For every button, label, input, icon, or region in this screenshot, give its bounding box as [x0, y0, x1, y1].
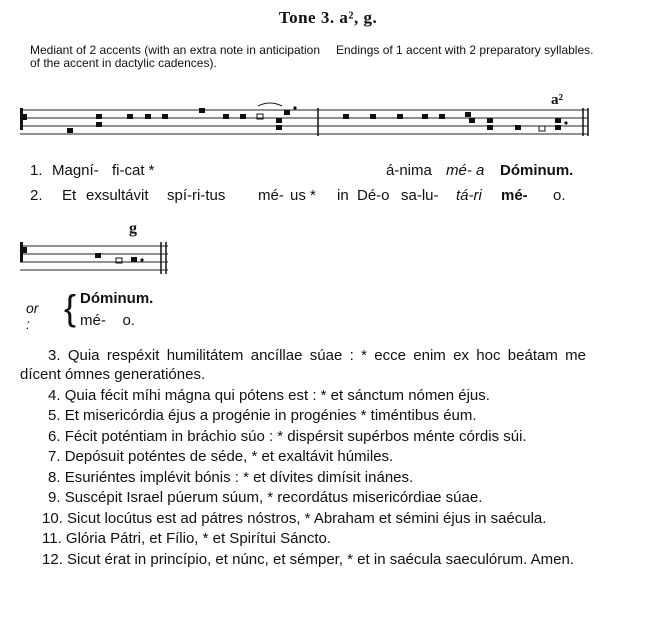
staff1-ending-label: a² [551, 92, 563, 108]
verse: 9. Suscépit Israel púerum súum, * recordátus misericórdiae súae. [48, 489, 483, 506]
line1-word: Dóminum. [500, 162, 574, 179]
endings-note: Endings of 1 accent with 2 preparatory syllables. [336, 43, 594, 57]
line1-word: mé- a [446, 162, 485, 179]
line2-word: Et [62, 187, 77, 204]
line1-word: fi-cat * [112, 162, 155, 179]
line2-word: Dé-o [357, 187, 390, 204]
line2-word: sa-lu- [401, 187, 439, 204]
line2-word: mé- [258, 187, 284, 204]
line2-word: mé- [501, 187, 528, 204]
chant-staff-2 [0, 236, 656, 282]
chant-line-1 [0, 162, 656, 182]
verse: 7. Depósuit poténtes de séde, * et exaltávit húmiles. [48, 448, 394, 465]
verse: 6. Fécit poténtiam in bráchio súo : * dispérsit supérbos ménte córdis súi. [48, 427, 527, 445]
or-label: or : [26, 300, 39, 332]
line2-word: in [337, 187, 349, 204]
verses-list [20, 346, 586, 570]
c-clef-icon [20, 242, 27, 262]
mediant-note: Mediant of 2 accents (with an extra note in anticipation of the accent in dactylic cadences). [30, 43, 320, 70]
c-clef-icon [20, 108, 27, 130]
line2-number: 2. [30, 187, 43, 204]
line1-word: á-nima [386, 162, 432, 179]
line2-word: exsultávit [86, 187, 149, 204]
line2-word: spí-ri-tus [167, 187, 226, 204]
or-line-2: mé- o. [80, 312, 136, 329]
or-line-1: Dóminum. [80, 290, 154, 307]
verse: 4. Quia fécit míhi mágna qui pótens est : * et sánctum nómen éjus. [48, 386, 490, 404]
page-title: Tone 3. a², g. [278, 8, 378, 27]
verse: 5. Et misericórdia éjus a progénie in progénies * timéntibus éum. [48, 407, 477, 424]
verse: 10. Sicut locútus est ad pátres nóstros, * Abraham et sémini éjus in saécula. [42, 509, 547, 527]
brace-symbol: { [64, 287, 77, 328]
staff2-ending-label: g [129, 220, 137, 237]
line1-word: Magní- [52, 162, 99, 179]
line1-number: 1. [30, 162, 43, 179]
verse: 11. Glória Pátri, et Fílio, * et Spirítui Sáncto. [42, 530, 332, 547]
chant-line-2 [0, 187, 656, 207]
verse: 8. Esuriéntes implévit bónis : * et dívites dimísit inánes. [48, 468, 414, 486]
line2-word: tá-ri [456, 187, 482, 204]
verse: 12. Sicut érat in princípio, et núnc, et sémper, * et in saécula saeculórum. Amen. [42, 550, 574, 568]
verse: 3. Quia respéxit humilitátem ancíllae súae : * ecce enim ex hoc beátam me dícent ómnes generatiónes. [20, 347, 586, 383]
line2-word: o. [553, 187, 566, 204]
line2-word: us * [290, 187, 316, 204]
